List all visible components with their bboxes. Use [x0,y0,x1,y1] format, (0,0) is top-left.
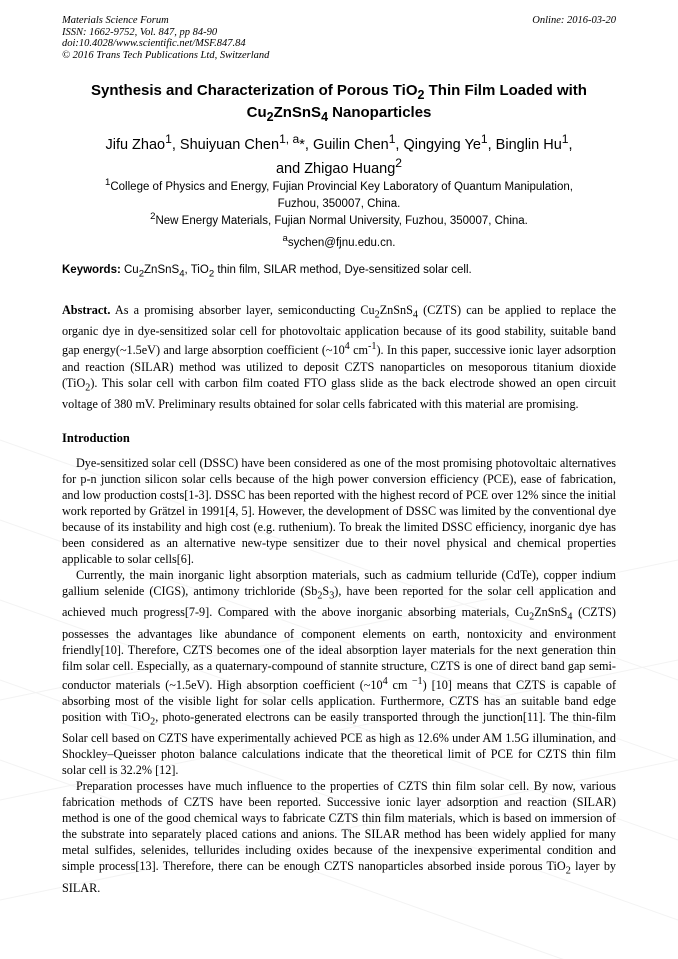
issn: ISSN: 1662-9752, Vol. 847, pp 84-90 [62,26,218,38]
journal-name: Materials Science Forum [62,15,169,26]
online-date: Online: 2016-03-20 [532,15,616,26]
author-list: Jifu Zhao$^1$, Shuiyuan Chen$^{1, a}$*, Guilin Chen$^1$, Qingying Ye$^1$, Binglin Hu$^1$, and Zhigao Huang$^2$ [105,132,573,177]
affiliation-2: $^2$New Energy Materials, Fujian Normal University, Fuzhou, 350007, China. [150,211,528,227]
abstract: Abstract. As a promising absorber layer, semiconducting $Cu_2ZnSnS_4$ (CZTS) can be applied to replace the organic dye in dye-sensitized solar cell for photovoltaic application because of its good stability, suitable band gap energy(~1.5eV) and large absorption coefficient ($\sim 10^4$ $cm^{-1}$). In this paper, successive ionic layer adsorption and reaction (SILAR) method was utilized to deposit CZTS nanoparticles on mesoporous titanium dioxide (TiO$_2$). This solar cell with carbon film coated FTO glass slide as the back electrode showed an open circuit voltage of 380 mV. Preliminary results obtained for solar cells fabricated with this material are promising. [62,303,616,411]
author: and Zhigao Huang [275,160,396,177]
author: Qingying Ye [403,136,481,153]
paragraph: Dye-sensitized solar cell (DSSC) have been considered as one of the most promising photovoltaic alternatives for p-n junction silicon solar cells because of the high power conversion efficiency (PCE), ease of fabrication, and low production costs[1-3]. DSSC has been reported with the highest record of PCE over 12% since the initial work reported by Grätzel in 1991[4, 5]. However, the development of DSSC was limited by the conventional dye because of its instability and high cost (e.g. ruthenium). To break the limited DSSC efficiency, inorganic dye has been considered as an alternative new-type sensitizer due to their novel physical and chemical properties applicable to solar cells[6]. [62,456,616,566]
paragraph: Currently, the main inorganic light absorption materials, such as cadmium telluride (CdTe), copper indium gallium selenide (CIGS), antimony trichloride $(Sb_2S_3)$, have been reported for the solar cell application and achieved much progress[7-9]. Compared with the above inorganic absorbing materials, $Cu_2ZnSnS_4$ (CZTS) possesses the advantages like abundance of component elements on earth, nontoxicity and environment friendly[10]. Therefore, CZTS becomes one of the ideal absorption layer materials for the next generation thin film solar cell. Especially, as a quaternary-compound of stannite structure, CZTS is one of direct band gap semi-conductor materials (~1.5eV). High absorption coefficient ($\sim 10^4$ cm $^{-1}$) [10] means that CZTS is capable of absorbing most of the visible light for solar cells application. Furthermore, CZTS has an suitable band edge position with TiO$_2$, photo-generated electrons can be easily transported through the junction[11]. The thin-film Solar cell based on CZTS have experimentally achieved PCE as high as 12.6% under AM 1.5G illumination, and Shockley–Queisser photon balance calculations indicate that the theoretical limit of PCE for CZTS thin film solar cell is 32.2% [12]. [62,568,617,778]
paragraph: Preparation processes have much influence to the properties of CZTS thin film solar cell. By now, various fabrication methods of CZTS have been reported. Successive ionic layer adsorption and reaction (SILAR) method is one of the good chemical ways to fabricate CZTS thin film materials, which is based on immersion of the substrate into separately placed cations and anions. The SILAR method has been widely applied for many metal sulfides, selenides, tellurides including oxides because of the inexpensive experimental condition and simple process[13]. Therefore, there can be enough CZTS nanoparticles absorbed inside porous TiO$_2$ layer by SILAR. [62,779,617,895]
keywords: Keywords: $Cu_2ZnSnS_4$, TiO$_2$ thin film, SILAR method, Dye-sensitized solar cell. [62,264,472,280]
introduction-body [62,455,616,896]
email: $^a$sychen@fjnu.edu.cn. [282,233,396,249]
author: Shuiyuan Chen [179,136,280,153]
author: Guilin Chen [312,136,389,153]
author: Binglin Hu [495,136,562,153]
section-heading-introduction: Introduction [62,431,130,445]
journal-header [62,15,269,61]
doi: doi:10.4028/www.scientific.net/MSF.847.84 [62,38,246,49]
affiliation-1: $^1$College of Physics and Energy, Fujian Provincial Key Laboratory of Quantum Manipulation, Fuzhou, 350007, China. [105,177,573,210]
copyright: © 2016 Trans Tech Publications Ltd, Switzerland [62,49,270,61]
author: Jifu Zhao [105,136,166,153]
paper-title: Synthesis and Characterization of Porous TiO$_2$ Thin Film Loaded with $Cu_2ZnSnS_4$ Nanoparticles [91,82,587,124]
